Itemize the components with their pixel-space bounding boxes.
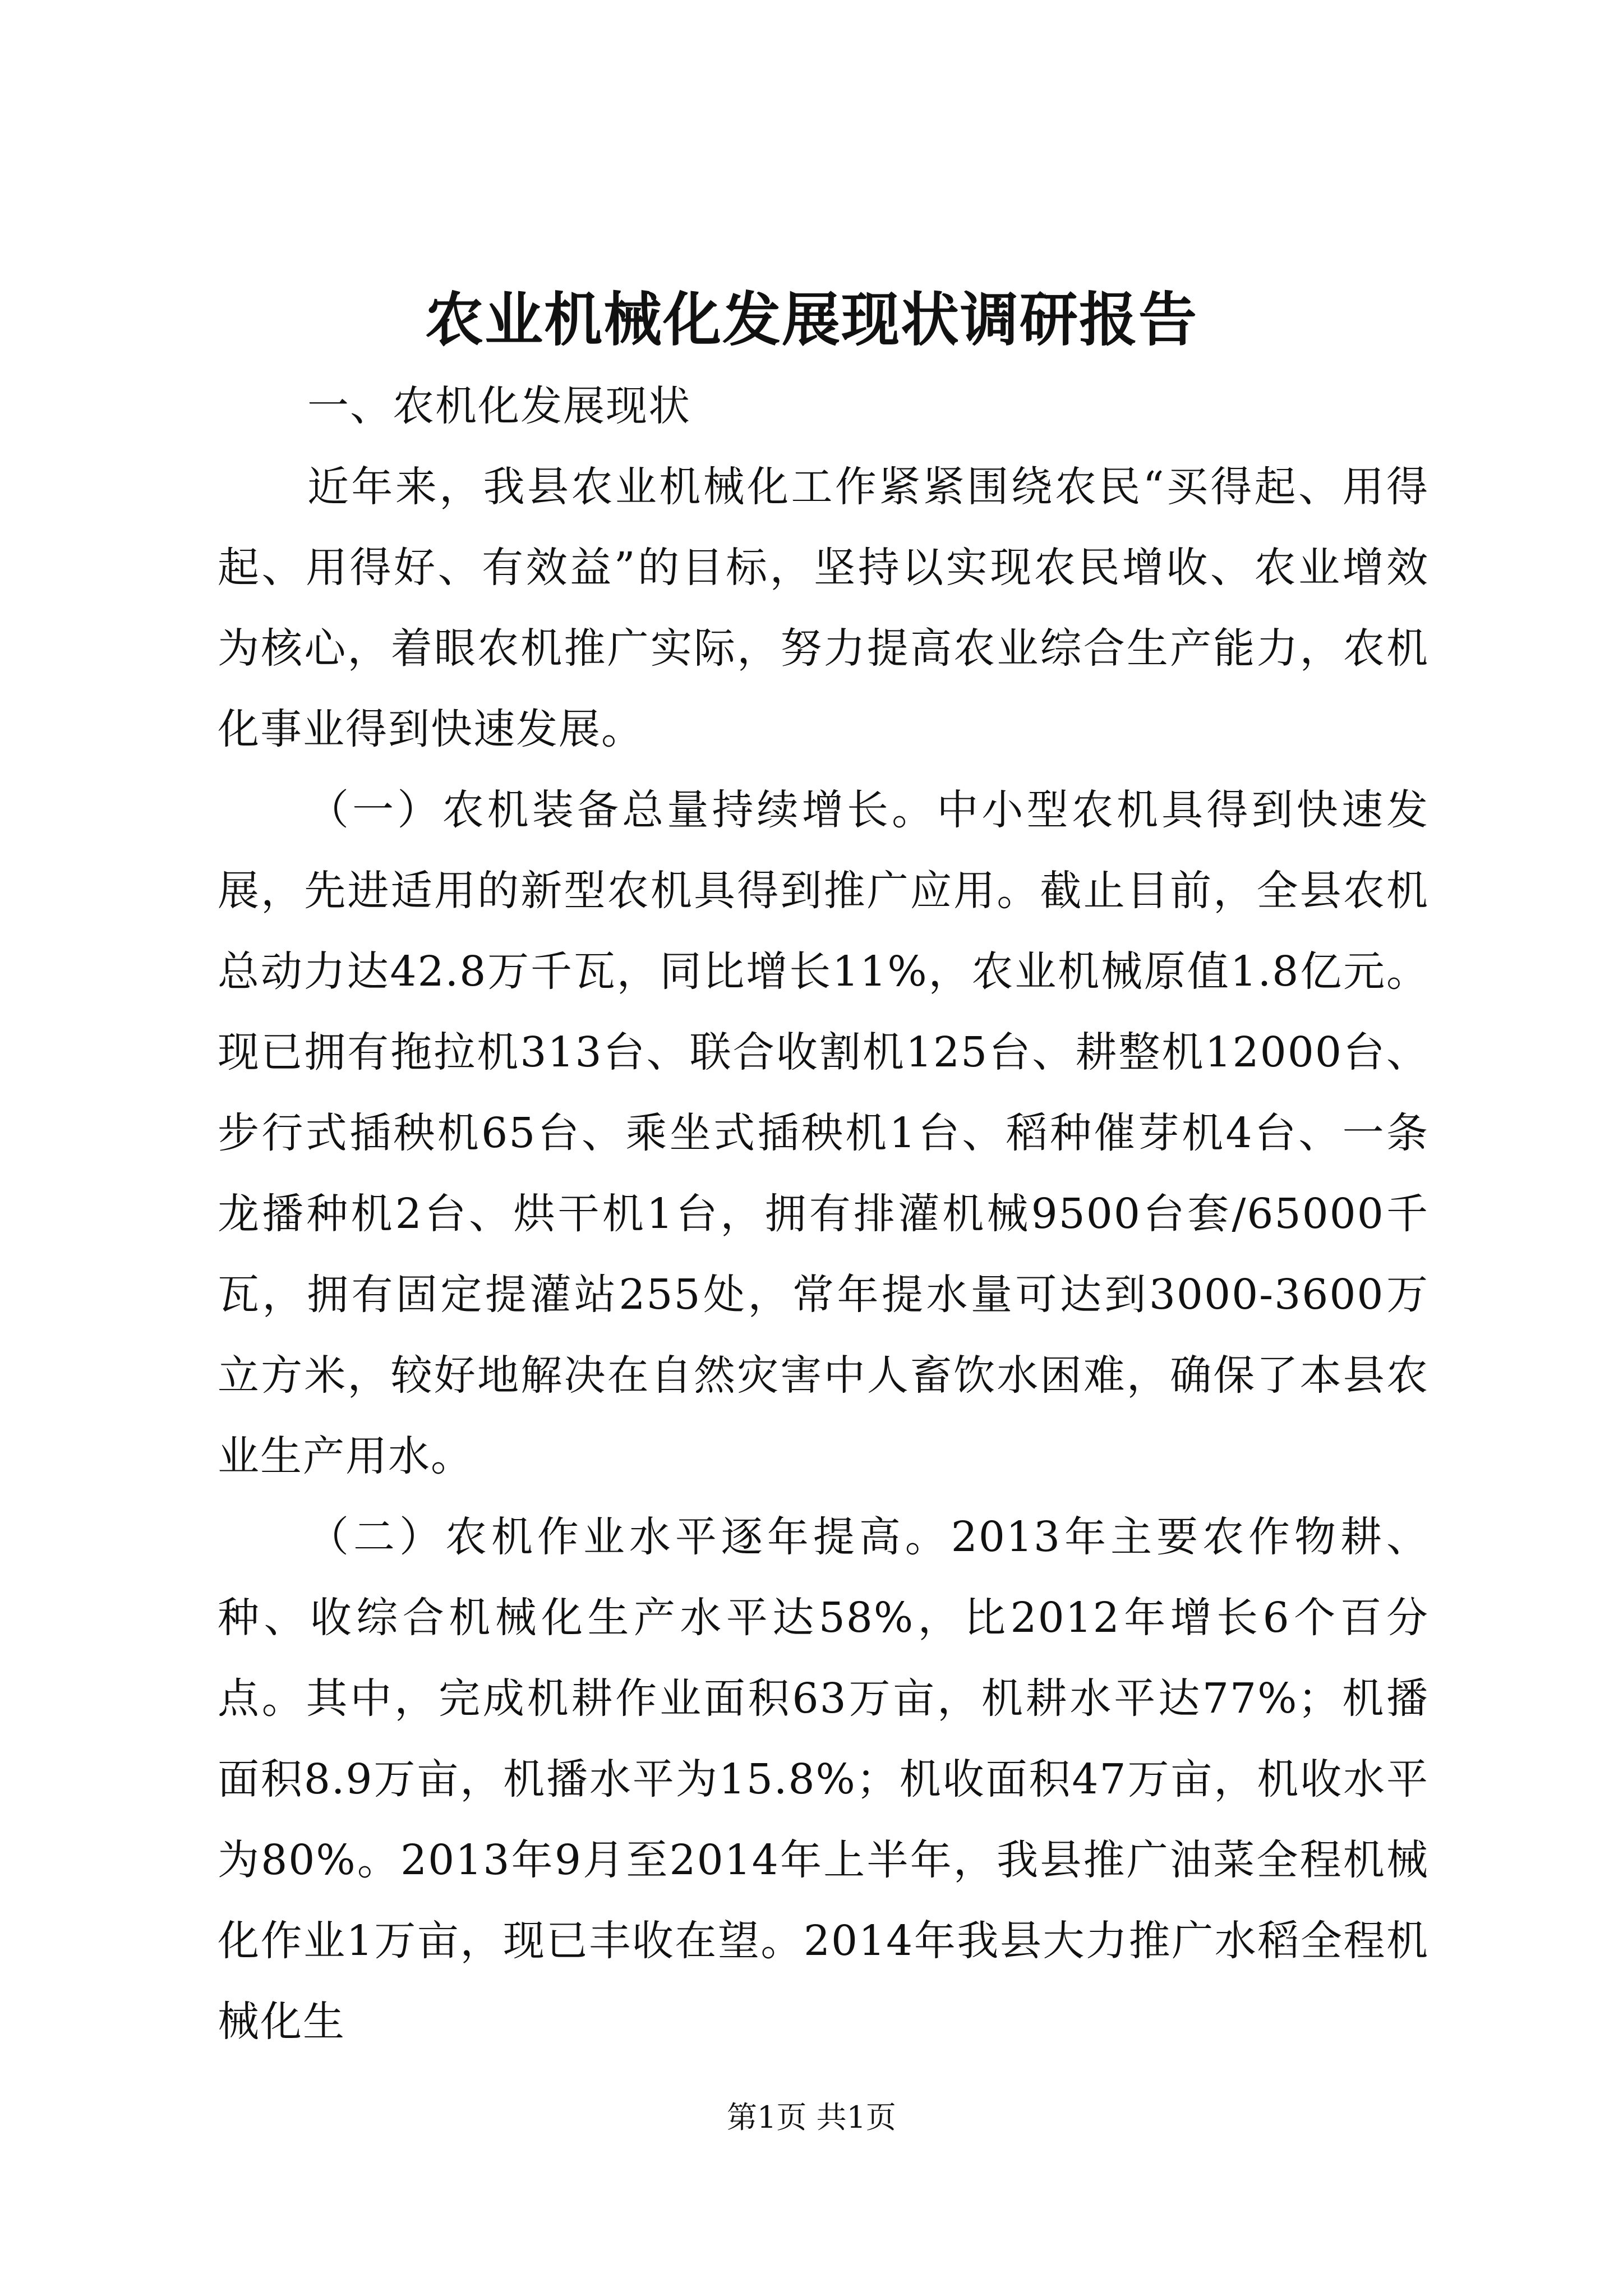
document-title: 农业机械化发展现状调研报告 xyxy=(425,285,1198,354)
paragraph-operation-level: （二）农机作业水平逐年提高。2013年主要农作物耕、种、收综合机械化生产水平达58%，比2012年增长6个百分点。其中，完成机耕作业面积63万亩，机耕水平达77%；机播面积8.9万亩，机播水平为15.8%；机收面积47万亩，机收水平为80%。2013年9月至2014年上半年，我县推广油菜全程机械化作业1万亩，现已丰收在望。2014年我县大力推广水稻全程机械化生 xyxy=(218,1513,1429,2046)
paragraph-equipment: （一）农机装备总量持续增长。中小型农机具得到快速发展，先进适用的新型农机具得到推广应用。截止目前，全县农机总动力达42.8万千瓦，同比增长11%，农业机械原值1.8亿元。现已拥有拖拉机313台、联合收割机125台、耕整机12000台、步行式插秧机65台、乘坐式插秧机1台、稻种催芽机4台、一条龙播种机2台、烘干机1台，拥有排灌机械9500台套/65000千瓦，拥有固定提灌站255处，常年提水量可达到3000-3600万立方米，较好地解决在自然灾害中人畜饮水困难，确保了本县农业生产用水。 xyxy=(218,786,1429,1480)
page-footer: 第1页 共1页 xyxy=(727,2100,896,2135)
paragraph-intro: 近年来，我县农业机械化工作紧紧围绕农民“买得起、用得起、用得好、有效益”的目标，坚持以实现农民增收、农业增效为核心，着眼农机推广实际，努力提高农业综合生产能力，农机化事业得到快速发展。 xyxy=(218,463,1429,753)
section-heading: 一、农机化发展现状 xyxy=(307,382,691,430)
document-body xyxy=(218,366,1429,2062)
